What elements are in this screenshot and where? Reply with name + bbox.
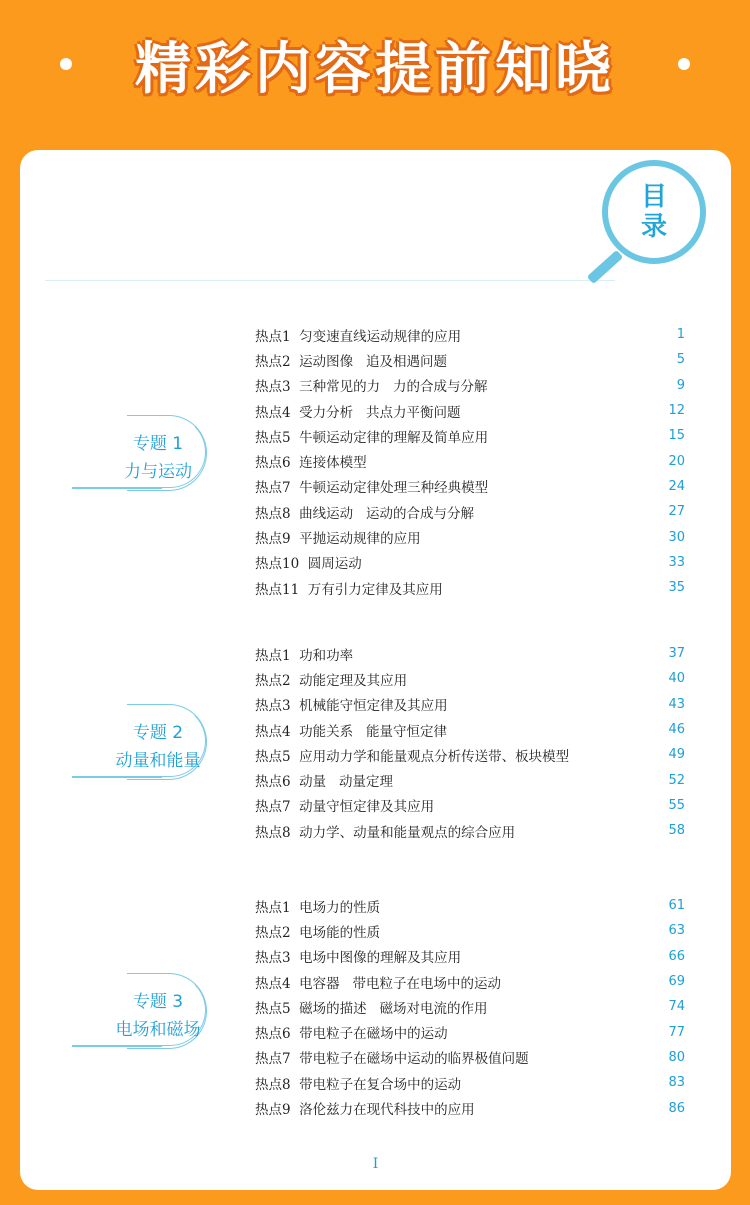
toc-entry[interactable] [255, 373, 685, 398]
toc-entry[interactable] [255, 1070, 685, 1095]
entry-page: 55 [668, 797, 685, 813]
page-number: I [372, 1156, 379, 1172]
header-banner [0, 0, 750, 140]
entry-page: 27 [668, 504, 685, 520]
entry-title: 热点3 三种常见的力 力的合成与分解 [255, 379, 488, 396]
entry-title: 热点9 洛伦兹力在现代科技中的应用 [255, 1102, 475, 1119]
toc-entry[interactable] [255, 398, 685, 423]
toc-entry[interactable] [255, 767, 685, 792]
section-2-entries [255, 641, 685, 843]
entry-page: 24 [668, 478, 685, 494]
entry-title: 热点5 应用动力学和能量观点分析传送带、板块模型 [255, 748, 570, 765]
toc-entry[interactable] [255, 322, 685, 347]
entry-title: 热点3 电场中图像的理解及其应用 [255, 950, 462, 967]
entry-page: 63 [668, 923, 685, 939]
section-label-3 [72, 974, 206, 1046]
entry-title: 热点8 曲线运动 运动的合成与分解 [255, 505, 475, 522]
entry-title: 热点3 机械能守恒定律及其应用 [255, 698, 448, 715]
entry-page: 58 [668, 823, 685, 839]
toc-entry[interactable] [255, 524, 685, 549]
bullet-dot-icon [678, 58, 690, 70]
toc-entry[interactable] [255, 1019, 685, 1044]
entry-page: 35 [668, 580, 685, 596]
entry-page: 9 [676, 377, 685, 393]
entry-page: 77 [668, 1024, 685, 1040]
entry-title: 热点1 电场力的性质 [255, 899, 381, 916]
entry-page: 30 [668, 529, 685, 545]
section-number: 专题 2 [132, 723, 184, 743]
toc-entry[interactable] [255, 550, 685, 575]
toc-entry[interactable] [255, 969, 685, 994]
toc-entry[interactable] [255, 448, 685, 473]
entry-page: 74 [668, 999, 685, 1015]
entry-page: 86 [668, 1100, 685, 1116]
entry-title: 热点5 磁场的描述 磁场对电流的作用 [255, 1000, 488, 1017]
entry-title: 热点2 动能定理及其应用 [255, 672, 408, 689]
toc-card [20, 150, 731, 1190]
entry-page: 40 [668, 671, 685, 687]
entry-page: 49 [668, 747, 685, 763]
entry-page: 69 [668, 974, 685, 990]
entry-title: 热点2 运动图像 追及相遇问题 [255, 353, 448, 370]
toc-entry[interactable] [255, 918, 685, 943]
toc-entry[interactable] [255, 818, 685, 843]
section-title: 电场和磁场 [115, 1020, 201, 1040]
entry-title: 热点1 匀变速直线运动规律的应用 [255, 328, 462, 345]
toc-entry[interactable] [255, 423, 685, 448]
entry-title: 热点1 功和功率 [255, 647, 354, 664]
entry-page: 20 [668, 453, 685, 469]
entry-title: 热点6 带电粒子在磁场中的运动 [255, 1026, 448, 1043]
entry-title: 热点6 连接体模型 [255, 455, 367, 472]
entry-title: 热点7 带电粒子在磁场中运动的临界极值问题 [255, 1051, 529, 1068]
entry-title: 热点8 带电粒子在复合场中的运动 [255, 1076, 462, 1093]
entry-page: 46 [668, 722, 685, 738]
banner-title: 精彩内容提前知晓 [135, 37, 615, 102]
entry-page: 61 [668, 898, 685, 914]
section-label-2 [72, 705, 206, 777]
section-title: 力与运动 [124, 462, 192, 482]
entry-page: 66 [668, 948, 685, 964]
entry-page: 1 [676, 327, 685, 343]
toc-entry[interactable] [255, 944, 685, 969]
toc-entry[interactable] [255, 893, 685, 918]
toc-entry[interactable] [255, 692, 685, 717]
entry-page: 12 [668, 403, 685, 419]
entry-title: 热点9 平抛运动规律的应用 [255, 531, 421, 548]
entry-page: 37 [668, 646, 685, 662]
entry-page: 80 [668, 1049, 685, 1065]
section-number: 专题 1 [132, 434, 184, 454]
toc-entry[interactable] [255, 575, 685, 600]
section-3-entries [255, 893, 685, 1121]
toc-entry[interactable] [255, 666, 685, 691]
magnifier-icon [602, 160, 706, 264]
toc-entry[interactable] [255, 499, 685, 524]
toc-entry[interactable] [255, 1095, 685, 1120]
entry-title: 热点5 牛顿运动定律的理解及简单应用 [255, 429, 489, 446]
toc-title-char: 目 [640, 182, 667, 212]
header-divider [45, 280, 615, 281]
section-1-entries [255, 322, 685, 600]
toc-entry[interactable] [255, 994, 685, 1019]
toc-entry[interactable] [255, 347, 685, 372]
entry-page: 5 [676, 352, 685, 368]
entry-title: 热点4 电容器 带电粒子在电场中的运动 [255, 975, 502, 992]
entry-title: 热点8 动力学、动量和能量观点的综合应用 [255, 824, 516, 841]
entry-title: 热点7 牛顿运动定律处理三种经典模型 [255, 480, 489, 497]
magnifier-handle-icon [587, 250, 623, 284]
section-label-1 [72, 416, 206, 488]
entry-title: 热点4 受力分析 共点力平衡问题 [255, 404, 461, 421]
entry-title: 热点11 万有引力定律及其应用 [255, 581, 443, 598]
entry-page: 43 [668, 696, 685, 712]
entry-title: 热点6 动量 动量定理 [255, 774, 394, 791]
toc-entry[interactable] [255, 1045, 685, 1070]
toc-entry[interactable] [255, 641, 685, 666]
entry-title: 热点2 电场能的性质 [255, 924, 381, 941]
toc-entry[interactable] [255, 474, 685, 499]
entry-page: 83 [668, 1075, 685, 1091]
entry-page: 15 [668, 428, 685, 444]
toc-entry[interactable] [255, 717, 685, 742]
toc-entry[interactable] [255, 742, 685, 767]
entry-title: 热点4 功能关系 能量守恒定律 [255, 723, 448, 740]
section-title: 动量和能量 [115, 751, 201, 771]
entry-page: 33 [668, 554, 685, 570]
toc-entry[interactable] [255, 793, 685, 818]
entry-title: 热点7 动量守恒定律及其应用 [255, 799, 435, 816]
entry-page: 52 [668, 772, 685, 788]
toc-title-char: 录 [640, 212, 667, 242]
section-number: 专题 3 [132, 992, 184, 1012]
entry-title: 热点10 圆周运动 [255, 556, 362, 573]
bullet-dot-icon [60, 58, 72, 70]
